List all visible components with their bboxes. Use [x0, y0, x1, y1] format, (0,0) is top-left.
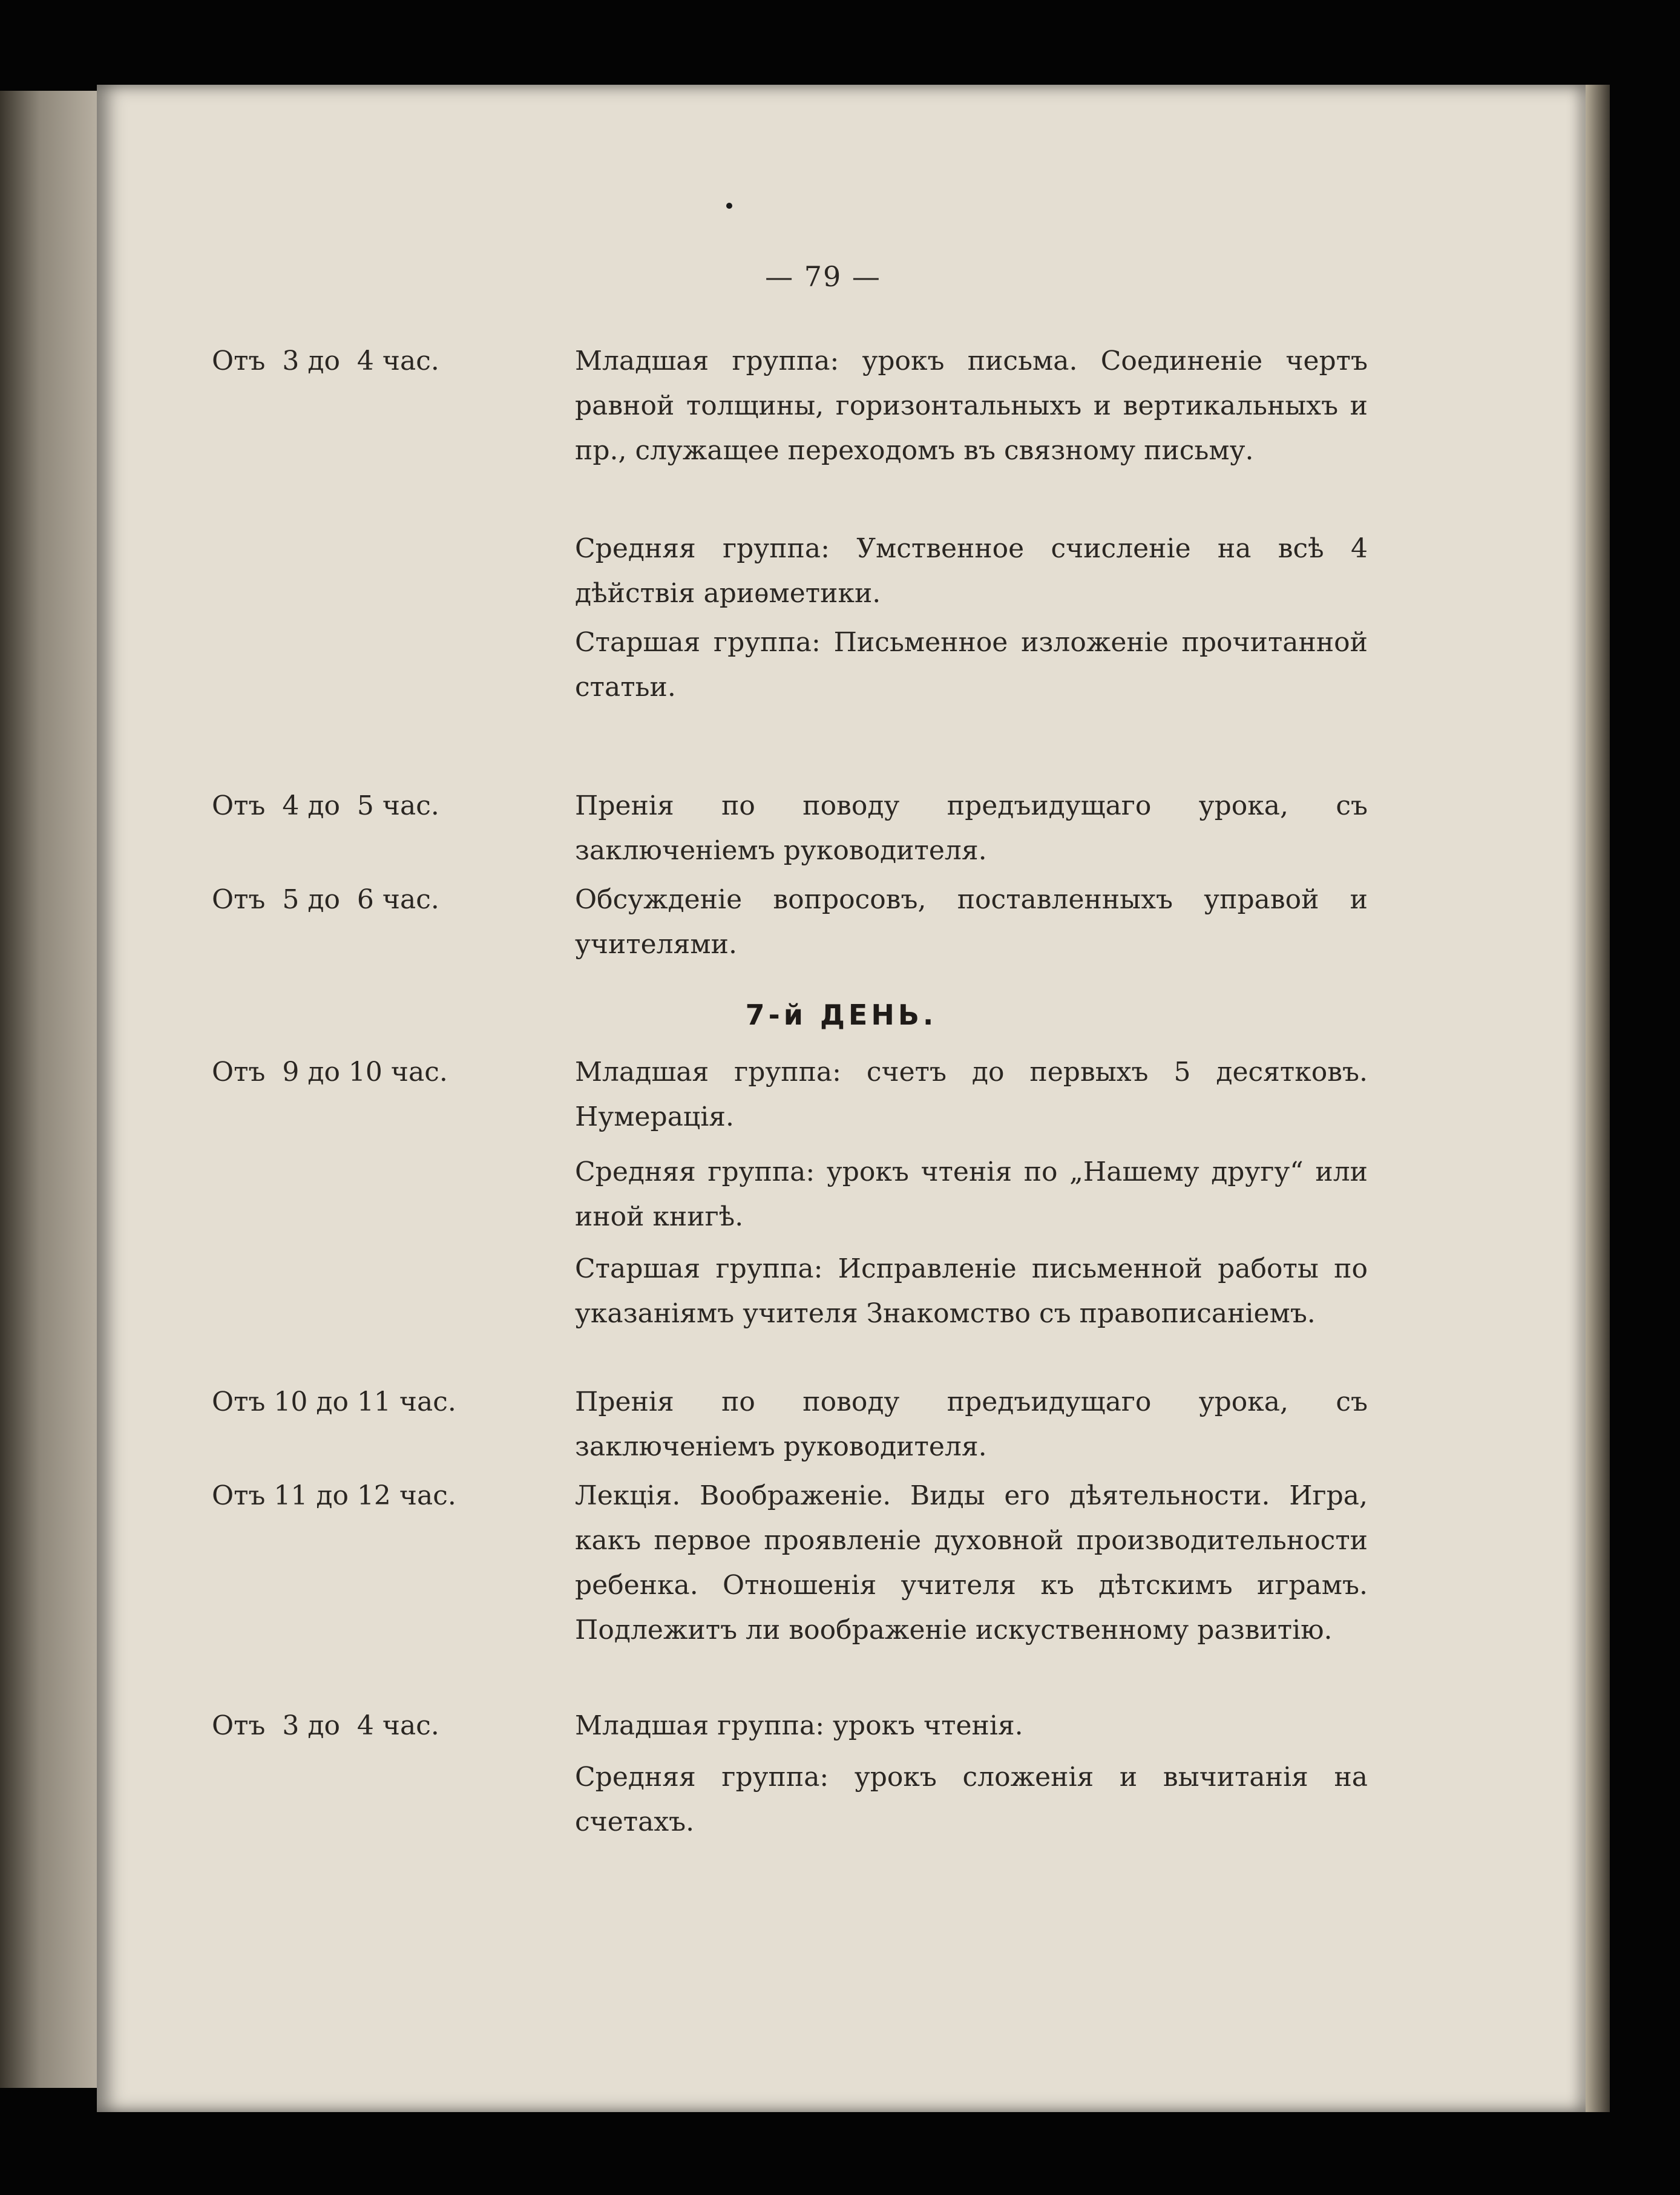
schedule-text: Старшая группа: Исправленіе письменной работы по указаніямъ учителя Знакомство съ правописаніемъ. — [575, 1253, 1368, 1329]
time-slot: Отъ 10 до 11 час. — [212, 1386, 456, 1417]
page-number: — 79 — — [765, 260, 881, 293]
schedule-text: Младшая группа: урокъ чтенія. — [575, 1710, 1023, 1741]
day-heading: 7-й ДЕНЬ. — [745, 999, 937, 1031]
schedule-text: Средняя группа: Умственное счисленіе на всѣ 4 дѣйствія ариѳметики. — [575, 533, 1368, 609]
time-slot: Отъ 11 до 12 час. — [212, 1480, 456, 1511]
schedule-text: Пренія по поводу предъидущаго урока, съ заключеніемъ руководителя. — [575, 790, 1368, 866]
time-slot: Отъ 3 до 4 час. — [212, 346, 439, 376]
schedule-text: Обсужденіе вопросовъ, поставленныхъ управой и учителями. — [575, 884, 1368, 960]
time-slot: Отъ 9 до 10 час. — [212, 1057, 448, 1088]
schedule-text: Пренія по поводу предъидущаго урока, съ заключеніемъ руководителя. — [575, 1386, 1368, 1462]
time-slot: Отъ 4 до 5 час. — [212, 790, 439, 821]
previous-page-edge — [0, 91, 100, 2088]
schedule-text: Лекція. Воображеніе. Виды его дѣятельности. Игра, какъ первое проявленіе духовной производительности ребенка. Отношенія учителя къ дѣтскимъ играмъ. Подлежитъ ли воображеніе искуственному развитію. — [575, 1480, 1368, 1645]
time-slot: Отъ 3 до 4 час. — [212, 1710, 439, 1741]
time-slot: Отъ 5 до 6 час. — [212, 884, 439, 915]
schedule-text: Младшая группа: урокъ письма. Соединеніе чертъ равной толщины, горизонтальныхъ и вертикальныхъ и пр., служащее переходомъ въ связному письму. — [575, 346, 1368, 466]
book-page — [97, 85, 1594, 2112]
ink-speck — [726, 203, 732, 209]
schedule-text: Младшая группа: счетъ до первыхъ 5 десятковъ. Нумерація. — [575, 1057, 1368, 1132]
schedule-text: Средняя группа: урокъ сложенія и вычитанія на счетахъ. — [575, 1762, 1368, 1837]
schedule-text: Средняя группа: урокъ чтенія по „Нашему другу“ или иной книгѣ. — [575, 1157, 1368, 1232]
schedule-text: Старшая группа: Письменное изложеніе прочитанной статьи. — [575, 627, 1368, 703]
page-stack-edge — [1586, 85, 1610, 2112]
